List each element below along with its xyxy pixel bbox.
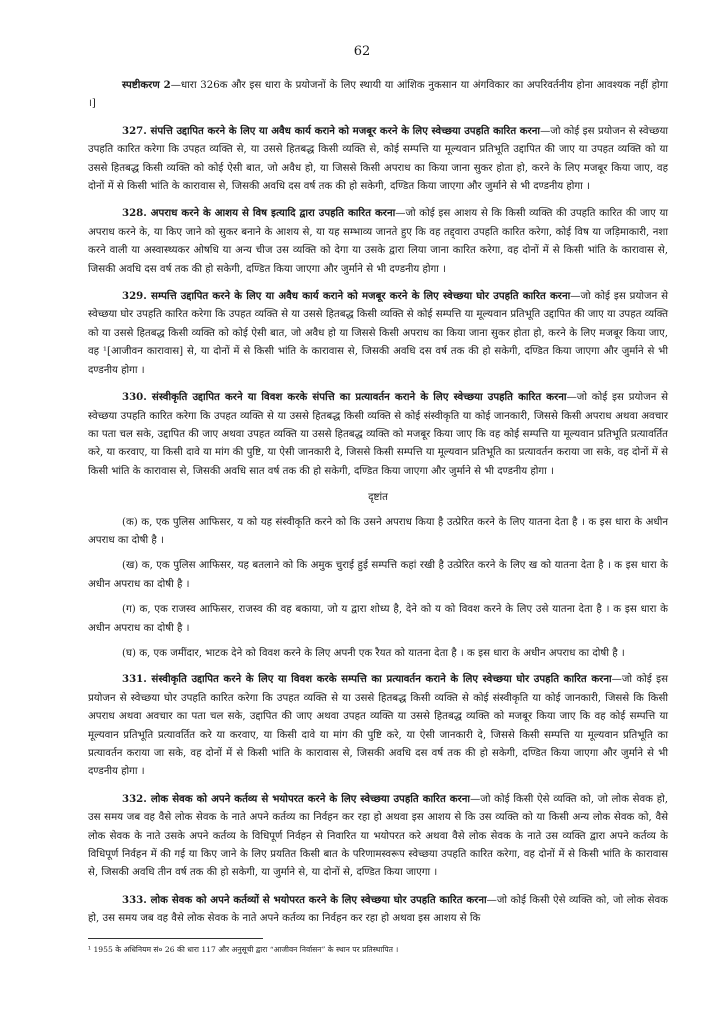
explanation-text: —धारा 326क और इस धारा के प्रयोजनों के लिए स्थायी या आंशिक नुकसान या अंगविकार का अपरिवर्तनीय होना आवश्यक नहीं होगा ।]	[88, 80, 668, 110]
section-text: —जो कोई किसी ऐसे व्यक्ति को, जो लोक सेवक हो, उस समय जब वह वैसे लोक सेवक के नाते अपने कर्तव्य का निर्वहन कर रहा हो अथवा इस आशय से कि उस व्यक्ति को या किसी अन्य लोक सेवक को, वैसे लोक सेवक के नाते उसके अपने कर्तव्य के विधिपूर्ण निर्वहन से निवारित या भयोपरत करे अथवा वैसे लोक सेवक के नाते उस व्यक्ति द्वारा अपने कर्तव्य के विधिपूर्ण निर्वहन में की गई या किए जाने के लिए प्रयतित किसी बात के परिणामस्वरूप स्वेच्छया उपहति कारित करेगा, वह दोनों में से किसी भांति के कारावास से, जिसकी अवधि तीन वर्ष तक की हो सकेगी, या जुर्माने से, या दोनों से, दण्डित किया जाएगा ।	[88, 793, 668, 879]
illustrations-heading: दृष्टांत	[368, 492, 388, 504]
explanation-paragraph	[88, 76, 668, 114]
footnote: ¹ 1955 के अधिनियम सं० 26 की धारा 117 और अनुसूची द्वारा “आजीवन निर्वासन” के स्थान पर प्रतिस्थापित ।	[88, 945, 399, 954]
section-heading: 330. संस्वीकृति उद्दापित करने या विवश करके संपत्ति का प्रत्यावर्तन कराने के लिए स्वेच्छया उपहति कारित करना	[122, 391, 567, 404]
section-text: —जो कोई इस प्रयोजन से स्वेच्छया उपहति कारित करेगा कि उपहत व्यक्ति से या उससे हितबद्ध किसी व्यक्ति से कोई संस्वीकृति या कोई जानकारी, जिससे किसी अपराध अथवा अवचार का पता चल सके, उद्दापित की जाए अथवा उपहत व्यक्ति या उससे हितबद्ध व्यक्ति को मजबूर किया जाए कि वह कोई सम्पत्ति या मूल्यवान प्रतिभूति प्रत्यावर्तित करे, या करवाए, या किसी दावे या मांग की पुष्टि, या ऐसी जानकारी दे, जिससे किसी सम्पत्ति या मूल्यवान प्रतिभूति का प्रत्यावर्तन कराया जा सके, वह दोनों में से किसी भांति के कारावास से, जिसकी अवधि सात वर्ष तक की हो सकेगी, दण्डित किया जाएगा और जुर्माने से भी दण्डनीय होगा ।	[88, 392, 668, 477]
section-text: —जो कोई किसी ऐसे व्यक्ति को, जो लोक सेवक हो, उस समय जब वह वैसे लोक सेवक के नाते अपने कर्तव्य का निर्वहन कर रहा हो अथवा इस आशय से कि	[88, 894, 668, 925]
section-330	[88, 388, 668, 481]
section-heading: 328. अपराध करने के आशय से विष इत्यादि द्वारा उपहति कारित करना	[122, 207, 396, 220]
section-331	[88, 670, 668, 781]
illustration-d: (घ) क, एक जमींदार, भाटक देने को विवश करने के लिए अपनी एक रैयत को यातना देता है । क इस धारा के अधीन अपराध का दोषी है ।	[122, 647, 625, 659]
illustration-b: (ख) क, एक पुलिस आफिसर, यह बतलाने को कि अमुक चुराई हुई सम्पत्ति कहां रखी है उत्प्रेरित करने के लिए ख को यातना देता है । क इस धारा के अधीन अपराध का दोषी है ।	[88, 560, 668, 590]
section-332	[88, 790, 668, 883]
section-333	[88, 891, 668, 929]
section-329	[88, 287, 668, 380]
section-328	[88, 204, 668, 279]
explanation-label: स्पष्टीकरण 2	[122, 79, 171, 91]
section-327	[88, 122, 668, 197]
section-text: —जो कोई इस आशय से कि किसी व्यक्ति की उपहति कारित की जाए या अपराध करने के, या किए जाने को सुकर बनाने के आशय से, या यह सम्भाव्य जानते हुए कि वह तद्द्वारा उपहति कारित करेगा, कोई विष या जड़िमाकारी, नशा करने वाली या अस्वास्थ्यकर ओषधि या अन्य चीज उस व्यक्ति को देगा या उसके द्वारा लिया जाना कारित करेगा, वह दोनों में से किसी भांति के कारावास से, जिसकी अवधि दस वर्ष तक की हो सकेगी, दण्डित किया जाएगा और जुर्माने से भी दण्डनीय होगा ।	[88, 208, 668, 275]
section-heading: 333. लोक सेवक को अपने कर्तव्यों से भयोपरत करने के लिए स्वेच्छया घोर उपहति कारित करना	[122, 893, 487, 906]
section-text: —जो कोई इस प्रयोजन से स्वेच्छया घोर उपहति कारित करेगा कि उपहत व्यक्ति से या उससे हितबद्ध किसी व्यक्ति से कोई संस्वीकृति या कोई जानकारी, जिससे कि किसी अपराध अथवा अवचार का पता चल सके, उद्दापित की जाए अथवा उपहत व्यक्ति या उससे हितबद्ध व्यक्ति को मजबूर किया जाए कि वह कोई सम्पत्ति या मूल्यवान प्रतिभूति प्रत्यावर्तित करे या करवाए, या किसी दावे या मांग की पुष्टि करे, या ऐसी जानकारी दे, जिससे किसी सम्पत्ति या मूल्यवान प्रतिभूति का प्रत्यावर्तन कराया जा सके, वह दोनों में से किसी भांति के कारावास से, जिसकी अवधि दस वर्ष तक की हो सकेगी, दण्डित किया जाएगा और जुर्माने से भी दण्डनीय होगा ।	[88, 674, 668, 778]
section-heading: 327. संपत्ति उद्दापित करने के लिए या अवैध कार्य कराने को मजबूर करने के लिए स्वेच्छया उपहति कारित करना	[122, 124, 541, 137]
section-heading: 331. संस्वीकृति उद्दापित करने के लिए या विवश करके सम्पत्ति का प्रत्यावर्तन कराने के लिए स्वेच्छया घोर उपहति कारित करना	[122, 673, 612, 686]
page-number: 62	[353, 44, 371, 59]
illustration-c: (ग) क, एक राजस्व आफिसर, राजस्व की वह बकाया, जो य द्वारा शोध्य है, देने को य को विवश करने के लिए उसे यातना देता है । क इस धारा के अधीन अपराध का दोषी है ।	[88, 604, 668, 634]
section-text: —जो कोई इस प्रयोजन से स्वेच्छया घोर उपहति कारित करेगा कि उपहत व्यक्ति से या उससे हितबद्ध किसी व्यक्ति से कोई सम्पत्ति या मूल्यवान प्रतिभूति उद्दापित की जाए या उपहत व्यक्ति को या उससे हितबद्ध किसी व्यक्ति को कोई ऐसी बात, जो अवैध हो या जिससे किसी अपराध का किया जाना सुकर होता हो, करने के लिए मजबूर किया जाए, वह ¹[आजीवन कारावास] से, या दोनों में से किसी भांति के कारावास से, जिसकी अवधि दस वर्ष तक की हो सकेगी, दण्डित किया जाएगा और जुर्माने से भी दण्डनीय होगा ।	[88, 291, 668, 376]
section-heading: 329. सम्पत्ति उद्दापित करने के लिए या अवैध कार्य कराने को मजबूर करने के लिए स्वेच्छया घोर उपहति कारित करना	[122, 290, 571, 303]
section-heading: 332. लोक सेवक को अपने कर्तव्य से भयोपरत करने के लिए स्वेच्छया उपहति कारित करना	[122, 792, 471, 805]
page-content	[88, 76, 668, 937]
section-text: —जो कोई इस प्रयोजन से स्वेच्छया उपहति कारित करेगा कि उपहत व्यक्ति से, या उससे हितबद्ध किसी व्यक्ति से, कोई सम्पत्ति या मूल्यवान प्रतिभूति उद्दापित की जाए या उपहत व्यक्ति को या उससे हितबद्ध किसी व्यक्ति को कोई ऐसी बात, जो अवैध हो, या जिससे किसी अपराध का किया जाना सुकर होता हो, करने के लिए मजबूर किया जाए, वह दोनों में से किसी भांति के कारावास से, जिसकी अवधि दस वर्ष तक की हो सकेगी, दण्डित किया जाएगा और जुर्माने से भी दण्डनीय होगा ।	[88, 125, 668, 193]
footnote-divider	[88, 938, 263, 939]
illustration-a: (क) क, एक पुलिस आफिसर, य को यह संस्वीकृति करने को कि उसने अपराध किया है उत्प्रेरित करने के लिए यातना देता है । क इस धारा के अधीन अपराध का दोषी है ।	[88, 516, 668, 546]
